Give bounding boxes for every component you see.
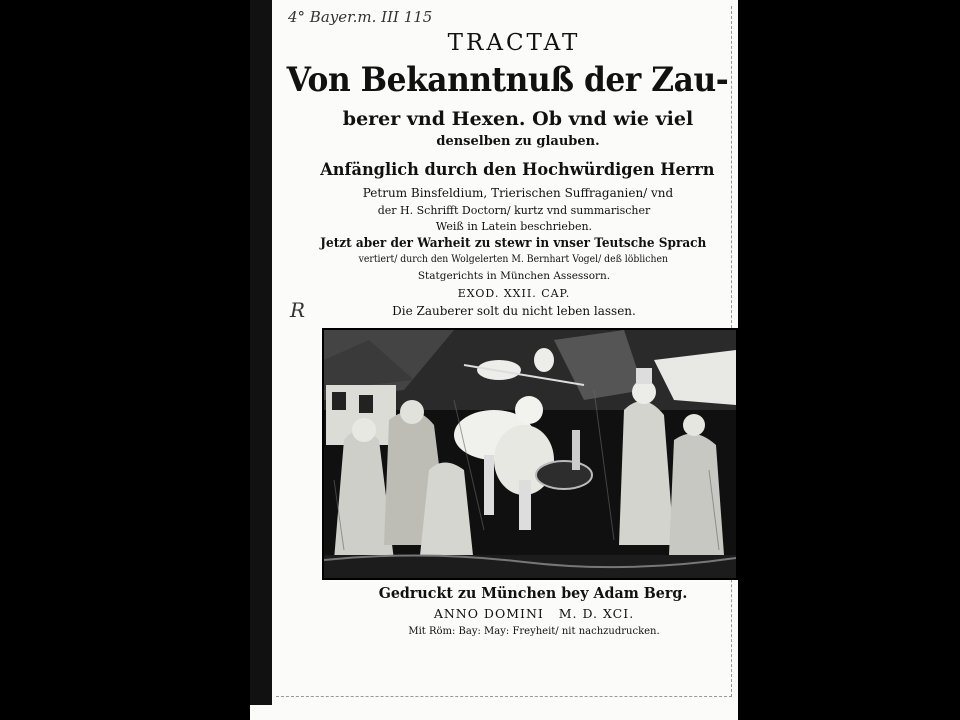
title-line-8: Weiß in Latein beschrieben. (435, 220, 593, 233)
title-line-7: der H. Schrifft Doctorn/ kurtz vnd summarischer (377, 204, 651, 217)
title-line-4: denselben zu glauben. (436, 134, 600, 149)
imprint-year: ANNO DOMINI M. D. XCI. (433, 606, 635, 621)
title-line-10: vertiert/ durch den Wolgelerten M. Bernhart Vogel/ deß löblichen (358, 254, 668, 265)
title-tractat: TRACTAT (447, 30, 581, 56)
title-line-11: Statgerichts in München Assessorn. (417, 270, 611, 282)
manuscript-shelfmark: 4° Bayer.m. III 115 (288, 8, 433, 26)
margin-mark: R (290, 298, 306, 322)
title-line-3: berer vnd Hexen. Ob vnd wie viel (342, 108, 694, 130)
title-main: Von Bekanntnuß der Zau- (286, 60, 729, 100)
title-line-9: Jetzt aber der Warheit zu stewr in vnser Teutsche Sprach (320, 236, 707, 251)
woodcut-illustration (322, 328, 738, 580)
woodcut-scene-image (324, 330, 736, 578)
scripture-quote: Die Zauberer solt du nicht leben lassen. (392, 304, 636, 318)
title-page (250, 0, 738, 720)
imprint-privilege: Mit Röm: Bay: May: Freyheit/ nit nachzudrucken. (408, 626, 660, 637)
imprint-printer: Gedruckt zu München bey Adam Berg. (378, 584, 688, 602)
scripture-reference: EXOD. XXII. CAP. (457, 287, 571, 300)
title-line-6: Petrum Binsfeldium, Trierischen Suffraganien/ vnd (362, 186, 674, 200)
title-line-5: Anfänglich durch den Hochwürdigen Herrn (320, 160, 715, 180)
